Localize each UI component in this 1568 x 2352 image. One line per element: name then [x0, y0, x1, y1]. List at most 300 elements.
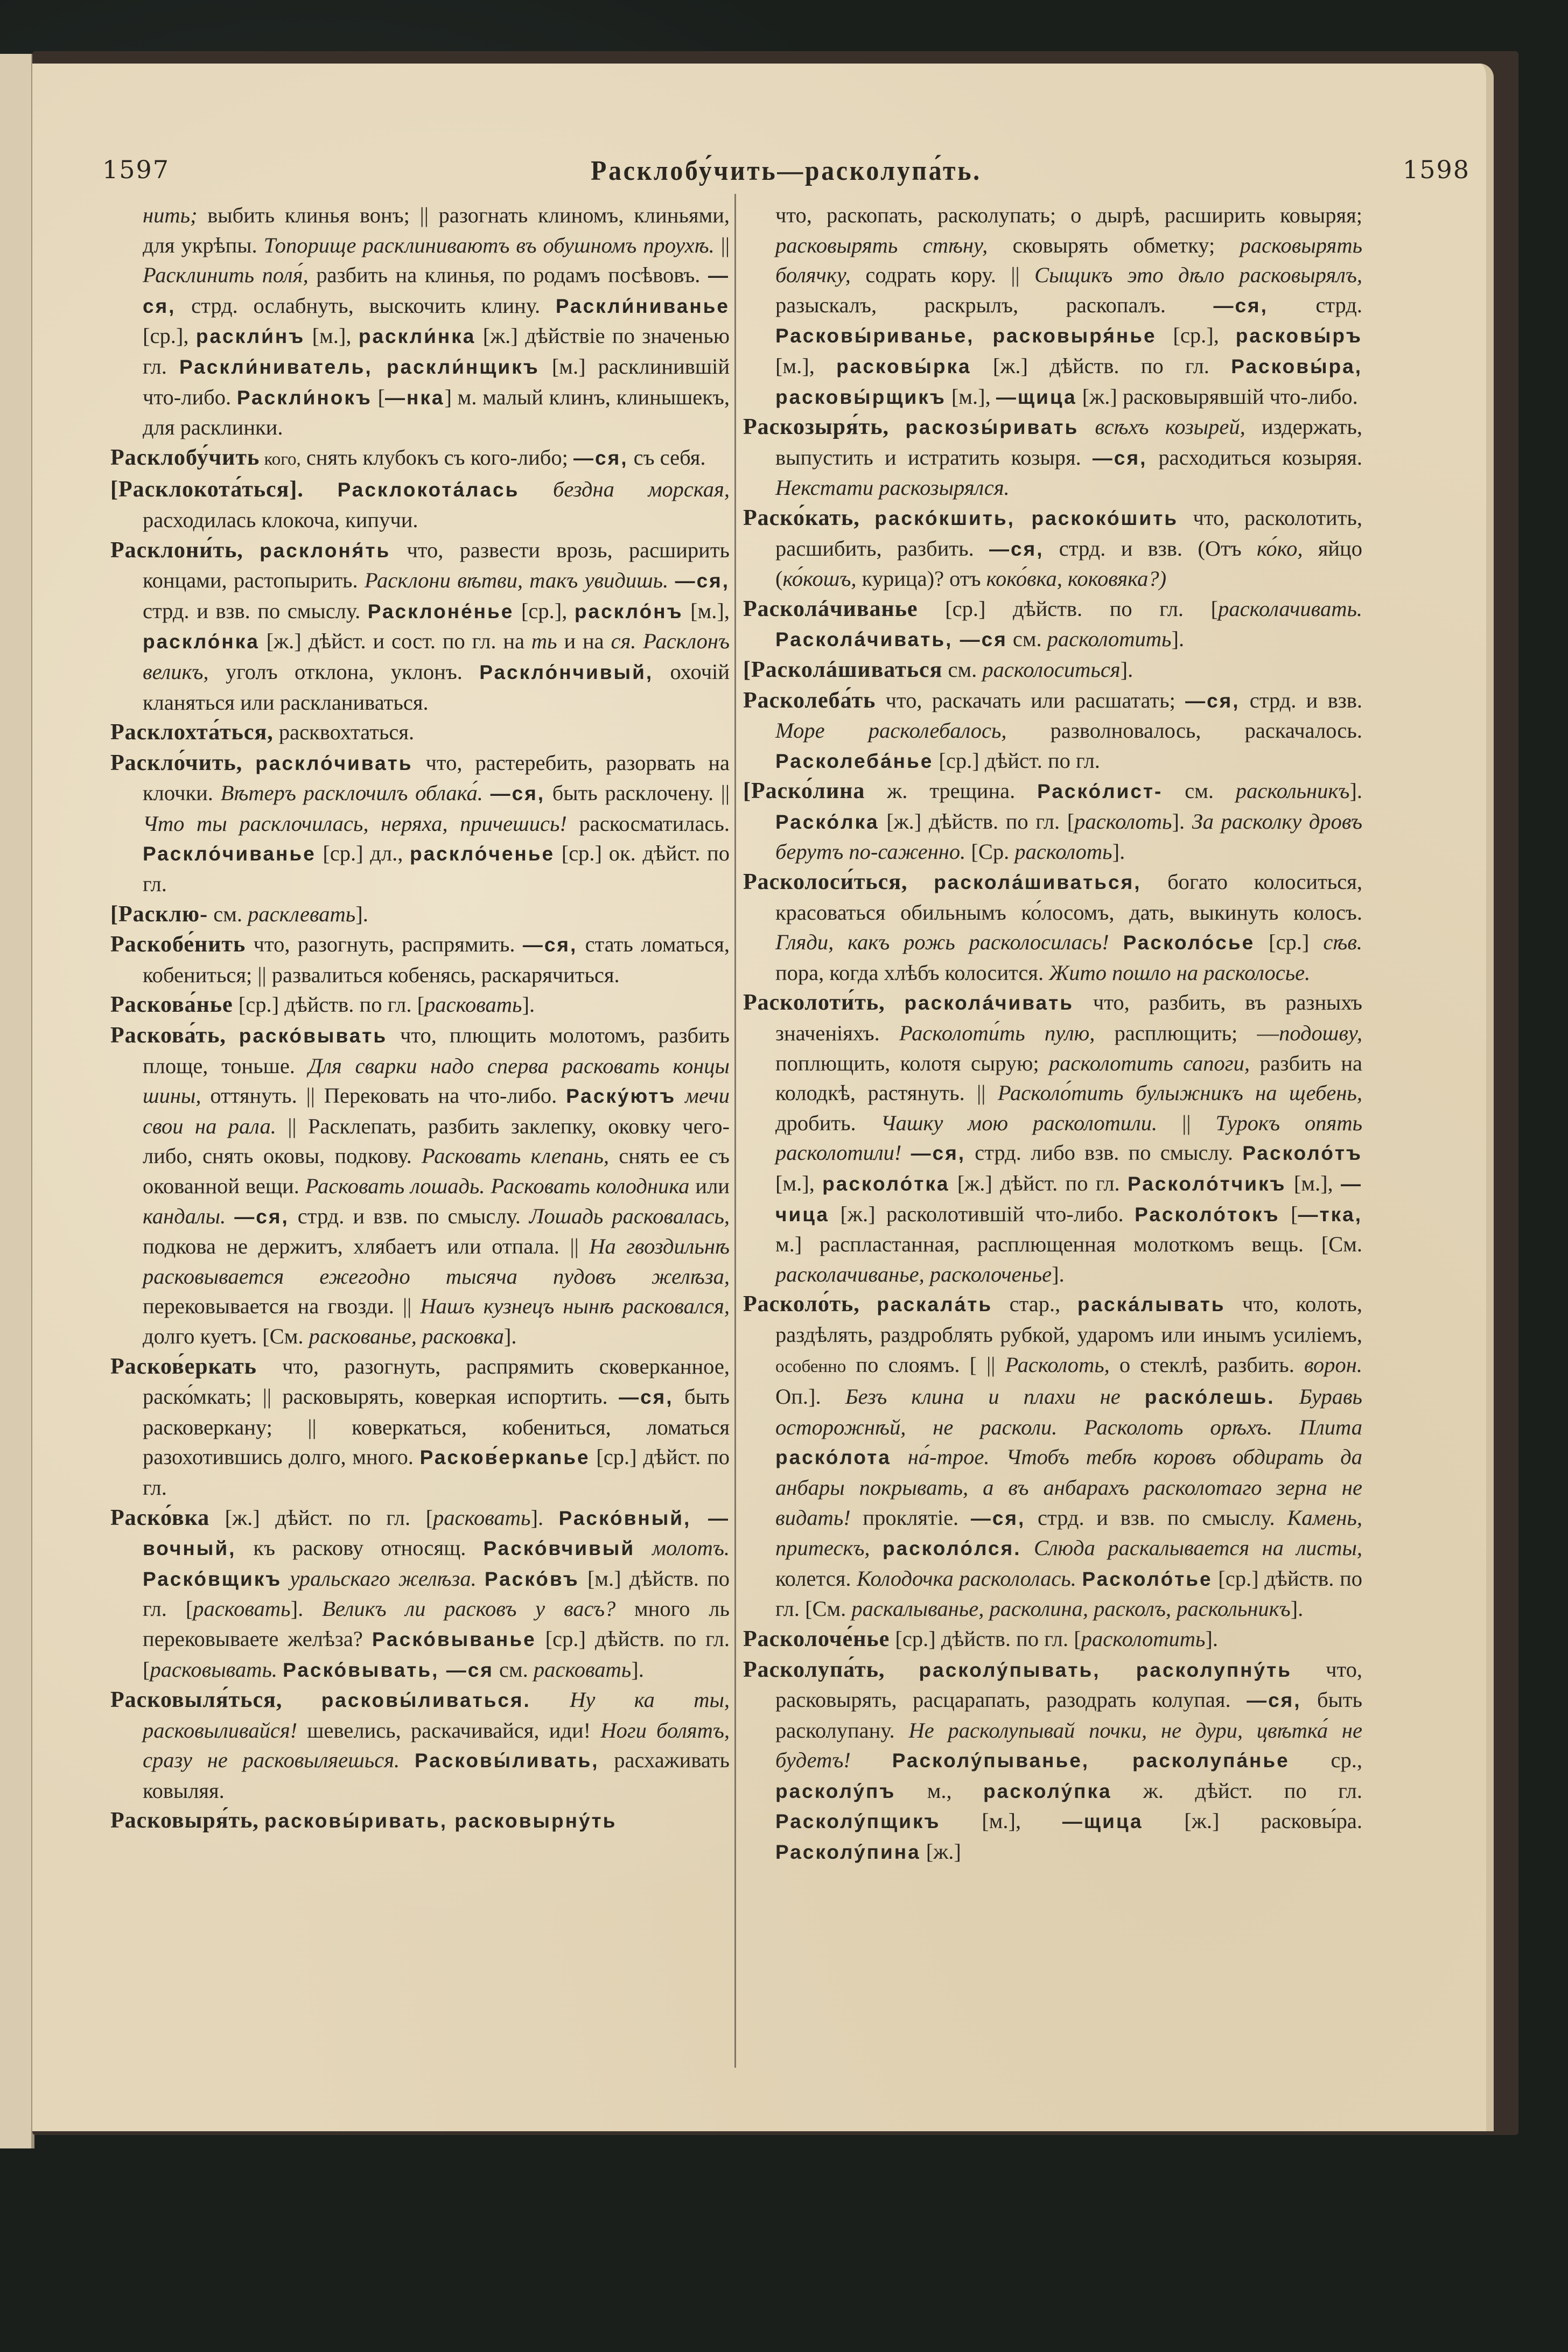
definition-text: содрать кору. ||: [850, 263, 1035, 288]
example-text: Расковать клепань,: [422, 1144, 610, 1168]
entry-headword: Раскова́ть,: [110, 1023, 226, 1048]
derived-form: раскола́шиваться,: [934, 871, 1142, 894]
derived-form: Расклоне́нье: [367, 600, 514, 622]
definition-text: перековывается на гвозди. ||: [143, 1294, 421, 1319]
example-text: Буравь осторожнѣй, не расколи. Расколоть орѣхъ. Плита: [775, 1384, 1362, 1439]
definition-text: стрд. и взв. по смыслу.: [289, 1203, 529, 1228]
definition-text: [277, 1657, 283, 1682]
definition-text: что, колоть, раздѣлять, раздроблять рубкой, ударомъ или инымъ усиліемъ,: [775, 1292, 1362, 1347]
definition-text: что, плющить молотомъ, разбить площе, тоньше.: [143, 1023, 730, 1078]
definition-text: [м.],: [683, 598, 730, 623]
definition-text: [ж.] дѣйст. по гл. [: [209, 1505, 433, 1530]
definition-text: м.,: [895, 1778, 984, 1803]
definition-text: [ср.],: [143, 324, 196, 348]
definition-text: [ж.] дѣйст. по гл.: [949, 1171, 1128, 1195]
dictionary-entry: [743, 1289, 1362, 1624]
example-text: Ну ка ты, расковыливайся!: [143, 1688, 730, 1742]
definition-text: [891, 1445, 908, 1469]
example-text: Расклони вѣтви, такъ увидишь.: [364, 568, 669, 593]
definition-text: стрд. либо взв. по смыслу.: [965, 1140, 1243, 1165]
entry-headword: Расколáчиванье: [743, 596, 918, 621]
definition-text: дробить.: [775, 1110, 881, 1135]
derived-form: Раско́вщикъ: [143, 1567, 282, 1590]
dictionary-entry: [110, 200, 730, 443]
derived-form: раскло́ченье: [410, 843, 555, 865]
definition-text: [519, 477, 553, 501]
derived-form: Раскли́нокъ: [236, 386, 372, 409]
definition-text: [ж.] расковы́ра.: [1143, 1809, 1363, 1833]
entry-headword: Расклобу́чить: [110, 445, 260, 470]
definition-text: [1121, 1384, 1145, 1409]
derived-form: Расколу́пщикъ: [775, 1810, 941, 1833]
example-text: расколачивать.: [1218, 596, 1362, 621]
definition-text: сковырять обметку;: [988, 233, 1240, 257]
definition-text: [676, 1083, 685, 1108]
definition-text: что, раскачать или расшатать;: [876, 688, 1186, 712]
definition-text: [668, 568, 675, 592]
entry-headword: Раскобе́нить: [110, 932, 246, 957]
definition-text: [: [1279, 1201, 1298, 1226]
derived-form: Раскло́чиванье: [143, 843, 316, 865]
example-text: Чашку мою расколотили.: [880, 1110, 1158, 1135]
entry-headword: Расклохта́ться,: [110, 720, 274, 745]
definition-text: [226, 1023, 239, 1047]
definition-text: ж. дѣйст. по гл.: [1111, 1778, 1362, 1803]
example-text: расковать: [533, 1657, 632, 1682]
entry-headword: Расковыля́ться,: [110, 1688, 283, 1713]
derived-form: расколáчивать: [904, 992, 1074, 1014]
definition-text: [: [372, 384, 386, 409]
definition-text: [860, 1292, 877, 1316]
definition-text: съ себя.: [628, 445, 706, 470]
derived-form: —ся,: [522, 934, 578, 956]
derived-form: —ся,: [619, 1386, 674, 1409]
definition-text: по слоямъ. [ ||: [846, 1352, 1005, 1377]
derived-form: Раско́лка: [775, 810, 879, 833]
definition-text: яйцо (: [775, 536, 1362, 591]
derived-form: —ся,: [143, 264, 730, 317]
example-text: расколоситься: [982, 657, 1121, 682]
derived-form: Раскли́ниванье: [555, 295, 730, 317]
derived-form: —ся,: [234, 1205, 289, 1228]
derived-form: —ся,: [573, 446, 628, 469]
definition-text: [901, 1140, 911, 1165]
derived-form: расколу́пка: [983, 1780, 1112, 1802]
derived-form: —ся,: [911, 1142, 966, 1165]
dictionary-entry: [110, 1685, 730, 1805]
definition-text: [304, 477, 338, 501]
definition-text: ||: [714, 233, 730, 257]
definition-text: [ж.] расковырявшій что-либо.: [1076, 384, 1358, 409]
definition-text: [870, 1536, 883, 1560]
definition-text: что, разогнуть, распрямить сковерканное, раско́мкать; || расковырять, коверкая испортить.: [143, 1354, 730, 1409]
example-text: ко́ко,: [1257, 536, 1303, 561]
definition-text: что, разогнуть, распрямить.: [246, 932, 523, 957]
definition-text: что, расколотить, расшибить, разбить.: [775, 505, 1363, 561]
definition-text: или: [689, 1174, 730, 1198]
definition-text: ||: [1157, 1110, 1216, 1135]
definition-text: быть расковеркану; || коверкаться, кобениться, ломаться разохотившись долго, много.: [143, 1384, 730, 1469]
example-text: нить;: [143, 203, 198, 227]
derived-form: расклоня́ть: [260, 539, 391, 562]
definition-text: расхаживать ковыляя.: [143, 1748, 730, 1803]
example-text: Слюда раскалывается на листы,: [1033, 1536, 1363, 1560]
definition-text: снять клубокъ съ кого-либо;: [300, 445, 574, 470]
definition-text: [ср.] дѣйств. по гл. [: [233, 992, 425, 1017]
definition-text: [860, 506, 874, 530]
example-text: расклевать: [248, 901, 356, 926]
derived-form: раско́кшить, раскоко́шить: [874, 507, 1178, 529]
definition-text: стать ломаться, кобениться; || развалиться кобенясь, раскарячиться.: [143, 932, 730, 987]
entry-headword: Расков́еркать: [110, 1354, 257, 1379]
definition-text: снять ее съ окованной вещи.: [143, 1144, 730, 1198]
definition-text: кого,: [260, 449, 301, 469]
dictionary-entry: [743, 503, 1362, 594]
definition-text: поплющить, колотя сырую;: [775, 1051, 1049, 1075]
definition-text: [ср.],: [1156, 323, 1236, 348]
derived-form: —ся,: [1247, 1689, 1301, 1712]
derived-form: Расколо́тье: [1082, 1567, 1213, 1590]
dictionary-entry: [110, 535, 730, 718]
derived-form: расколо́лся.: [882, 1537, 1021, 1560]
definition-text: колется.: [775, 1566, 857, 1591]
example-text: Море расколебалось,: [775, 718, 1007, 743]
definition-text: [ср.] дѣйств. по гл. [: [890, 1626, 1081, 1651]
example-text: Гляди, какъ рожь расколосилась!: [775, 930, 1109, 955]
derived-form: Расков́еркanье: [419, 1446, 590, 1469]
definition-text: стрд. и взв. (Отъ: [1044, 536, 1257, 561]
definition-text: разбить на колодкѣ, растянуть. ||: [775, 1051, 1362, 1105]
dictionary-entry: [110, 443, 730, 475]
right-column: [743, 200, 1362, 1867]
dictionary-entry: [743, 867, 1362, 988]
dictionary-entry: [743, 776, 1362, 867]
example-text: мечи свои на рала.: [143, 1083, 730, 1138]
derived-form: Расковы́ра, расковы́рщикъ: [775, 355, 1363, 408]
derived-form: раска́лывать: [1077, 1293, 1226, 1316]
dictionary-entry: [110, 929, 730, 990]
derived-form: Расколо́токъ: [1135, 1203, 1280, 1226]
example-text: расковать: [424, 992, 522, 1017]
definition-text: расходилась клокоча, кипучи.: [143, 507, 418, 532]
definition-text: см.: [1007, 627, 1047, 652]
definition-text: [635, 1536, 652, 1560]
derived-form: —щица: [996, 386, 1077, 408]
definition-text: [ср.] дѣйств. по гл. [См.: [775, 1566, 1362, 1621]
derived-form: Расколу́пина: [775, 1841, 921, 1864]
entry-headword: [Расколáшиваться: [743, 657, 943, 682]
definition-text: [ср.] дл.,: [316, 841, 410, 866]
example-text: ся.: [611, 629, 636, 654]
definition-text: шевелись, раскачивайся, иди!: [297, 1718, 601, 1742]
derived-form: Раско́въ: [484, 1567, 579, 1590]
definition-text: [1109, 930, 1123, 954]
definition-text: ].: [1171, 627, 1185, 652]
example-text: всѣхъ козырей,: [1095, 415, 1245, 439]
definition-text: расквохтаться.: [273, 720, 415, 745]
example-text: Расколоть,: [1005, 1352, 1110, 1377]
definition-text: [243, 538, 260, 562]
example-text: расковырять болячку,: [775, 233, 1363, 288]
dictionary-entry: [743, 988, 1362, 1289]
dictionary-entry: [743, 655, 1362, 685]
example-text: раскованье, расковка: [309, 1324, 504, 1348]
example-text: Ноги болятъ, сразу не расковыляешься.: [143, 1718, 730, 1773]
definition-text: быть расколупану.: [775, 1688, 1362, 1742]
entry-headword: Раскова́нье: [110, 992, 233, 1018]
derived-form: Раско́вывать, —ся: [283, 1658, 494, 1681]
definition-text: [282, 1566, 290, 1591]
dictionary-entry: [110, 1020, 730, 1352]
derived-form: Раско́лист-: [1037, 780, 1163, 803]
definition-text: [1275, 1384, 1299, 1409]
definition-text: [885, 990, 905, 1014]
definition-text: особенно: [775, 1356, 846, 1376]
derived-form: раскли́нъ: [195, 325, 305, 348]
definition-text: [226, 1204, 234, 1228]
definition-text: и на: [557, 629, 611, 654]
definition-text: [400, 1748, 415, 1772]
definition-text: [1076, 1566, 1082, 1591]
derived-form: —нка: [385, 386, 445, 409]
entry-headword: Расколоси́ться,: [743, 870, 908, 895]
definition-text: [ср.] дѣйств. по гл. [: [143, 1626, 730, 1682]
example-text: На гвоздильнѣ расковывается ежегодно тысяча пудовъ желѣза,: [143, 1234, 730, 1289]
example-text: расколотить: [1081, 1626, 1206, 1651]
derived-form: —ся,: [1092, 446, 1147, 469]
definition-text: къ раскову относящ.: [236, 1536, 484, 1560]
definition-text: [531, 1688, 570, 1712]
running-title: Расклобу́чить—расколупа́ть.: [591, 156, 982, 186]
definition-text: [ср.]: [1255, 930, 1324, 955]
entry-headword: Расклони́ть,: [110, 537, 243, 563]
derived-form: —щица: [1062, 1810, 1143, 1833]
derived-form: —ся,: [675, 570, 730, 592]
dictionary-entry: [743, 200, 1362, 412]
dictionary-entry: [743, 594, 1362, 655]
example-text: Топорище расклиниваютъ въ обушномъ проухѣ.: [263, 233, 715, 257]
example-text: бездна морская,: [552, 477, 730, 502]
dictionary-entry: [110, 1352, 730, 1503]
definition-text: расходиться козыряя.: [1147, 445, 1362, 470]
definition-text: подкова не держитъ, хлябаетъ или отпала. ||: [143, 1234, 590, 1259]
derived-form: раскло́нъ: [574, 600, 683, 622]
definition-text: долго куетъ. [См.: [143, 1324, 309, 1348]
definition-text: ж. трещина.: [865, 779, 1038, 803]
definition-text: [851, 1748, 892, 1772]
derived-form: Расковы́риванье, расковыря́нье: [775, 325, 1157, 347]
entry-headword: [Расклокота́ться].: [110, 477, 304, 502]
example-text: расколотить сапоги,: [1049, 1051, 1250, 1075]
example-text: расковать: [193, 1597, 291, 1621]
derived-form: Расколеба́нье: [775, 750, 934, 772]
definition-text: [ж.] дѣйств. по гл.: [971, 353, 1231, 378]
example-text: кандалы.: [143, 1203, 226, 1228]
page-header: [102, 155, 1470, 187]
derived-form: Раску́ютъ: [566, 1085, 676, 1108]
definition-text: см.: [208, 901, 248, 926]
entry-headword: Расковыря́ть,: [110, 1808, 259, 1833]
derived-form: —чица: [775, 1173, 1363, 1226]
definition-text: [м.],: [775, 353, 837, 378]
definition-text: [908, 870, 934, 894]
dictionary-entry: [110, 748, 730, 899]
definition-text: ].: [1205, 1626, 1219, 1651]
definition-text: || Расклепать, разбить заклепку, оковку чего-либо, снять оковы, подкову.: [143, 1114, 730, 1168]
entry-headword: [Расклю-: [110, 901, 208, 927]
definition-text: см.: [942, 657, 983, 682]
definition-text: [477, 1566, 485, 1591]
example-text: расколоть: [1014, 839, 1112, 864]
definition-text: [282, 1688, 321, 1712]
derived-form: Расколо́сье: [1123, 932, 1255, 954]
example-text: Нашъ кузнецъ нынѣ расковался,: [420, 1294, 730, 1319]
definition-text: [259, 1808, 264, 1832]
example-text: Расклонъ великъ,: [143, 629, 730, 684]
entry-headword: Раско́вка: [110, 1505, 210, 1530]
definition-text: разбить на клинья, по родамъ посѣвовъ.: [308, 263, 708, 288]
example-text: Некстати раскозырялся.: [775, 475, 1010, 500]
definition-text: [ж.] расколотившій что-либо.: [829, 1201, 1135, 1226]
entry-headword: Расколеба́ть: [743, 688, 876, 713]
example-text: Расковать лошадь. Расковать колодника: [305, 1174, 690, 1198]
definition-text: [ж.] дѣйст. и сост. по гл. на: [259, 629, 531, 654]
dictionary-entry: [743, 1624, 1362, 1655]
derived-form: раскло́нка: [143, 631, 260, 653]
example-text: расковывать.: [150, 1657, 277, 1682]
example-text: раскольникъ: [1235, 779, 1350, 803]
definition-text: [483, 781, 491, 805]
entry-headword: Расколо́ть,: [743, 1292, 860, 1317]
derived-form: —ся,: [490, 782, 545, 805]
definition-text: [885, 1657, 919, 1682]
definition-text: много ль перековываете желѣза?: [143, 1597, 730, 1651]
derived-form: Раско́вчивый: [483, 1537, 635, 1560]
definition-text: [ж.] дѣйствіе по значенью гл.: [143, 324, 730, 379]
example-text: расколачиванье, расколоченье: [775, 1262, 1052, 1286]
entry-headword: [Раско́лина: [743, 779, 865, 804]
adjacent-page-edge: [0, 54, 34, 2148]
definition-text: м.] распластанная, расплющенная молоткомъ вещь. [См.: [775, 1232, 1362, 1257]
definition-text: ] м. малый клинъ, клинышекъ, для расклинки.: [143, 384, 730, 440]
dictionary-entry: [743, 1655, 1362, 1867]
definition-text: [м.] расклинившій что-либо.: [143, 354, 730, 409]
definition-text: о стеклѣ, разбить.: [1109, 1352, 1304, 1377]
definition-text: ].: [1120, 657, 1133, 682]
definition-text: [м.],: [305, 324, 359, 348]
definition-text: [м.] дѣйств. по гл. [: [143, 1566, 730, 1621]
derived-form: расколу́пывать, расколупну́ть: [919, 1658, 1292, 1681]
definition-text: расплющить; —: [1095, 1021, 1279, 1046]
definition-text: ].: [290, 1597, 323, 1621]
derived-form: Раскло́нчивый,: [479, 661, 654, 683]
dictionary-entry: [110, 1503, 730, 1685]
example-text: Лошадь расковалась,: [529, 1203, 730, 1228]
derived-form: раскло́чивать: [255, 752, 413, 774]
dictionary-entry: [110, 717, 730, 748]
entry-headword: Раско́кать,: [743, 505, 860, 530]
definition-text: стрд. и взв. по смыслу.: [1025, 1505, 1287, 1530]
definition-text: стрд. и взв. по смыслу.: [143, 598, 368, 623]
definition-text: [1079, 415, 1095, 439]
definition-text: стар.,: [992, 1292, 1077, 1317]
definition-text: стрд. и взв.: [1240, 688, 1362, 712]
definition-text: разыскалъ, раскрылъ, раскопалъ.: [775, 292, 1214, 317]
definition-text: богато колоситься, красоваться обильнымъ ко́лосомъ, дать, выкинуть колосъ.: [775, 870, 1363, 925]
entry-headword: Расколупа́ть,: [743, 1657, 885, 1682]
example-text: Вѣтеръ расклочилъ облака́.: [220, 781, 483, 806]
example-text: расколоть: [1074, 809, 1172, 834]
example-text: Жито пошло на расколосье.: [1049, 960, 1311, 985]
column-divider: [734, 194, 736, 2068]
definition-text: стрд.: [1268, 292, 1362, 317]
definition-text: ].: [1112, 839, 1125, 864]
example-text: подошву,: [1279, 1021, 1363, 1046]
definition-text: ].: [355, 901, 368, 926]
definition-text: [242, 751, 255, 775]
definition-text: ср.,: [1289, 1748, 1362, 1773]
example-text: раскалыванье, расколина, расколъ, раскольникъ: [851, 1597, 1291, 1621]
definition-text: [м.],: [1286, 1171, 1341, 1195]
definition-text: стрд. ослабнуть, выскочить клину.: [176, 293, 556, 318]
definition-text: ].: [631, 1657, 644, 1682]
derived-form: раско́лота: [775, 1446, 891, 1469]
definition-text: ].: [503, 1324, 517, 1348]
example-text: Колодочка раскололась.: [857, 1566, 1076, 1591]
example-text: За расколку дровъ берутъ по-саженно.: [775, 809, 1362, 864]
example-text: расколотить: [1047, 627, 1172, 652]
derived-form: Расклокота́лась: [337, 479, 520, 501]
example-text: коко́вка, коковяка?): [986, 566, 1167, 591]
definition-text: ].: [1290, 1597, 1304, 1621]
definition-text: что, раскопать, расколупать; о дырѣ, расширить ковыряя;: [775, 203, 1362, 227]
entry-headword: Расколоче́нье: [743, 1626, 890, 1651]
derived-form: раско́вывать: [239, 1025, 388, 1047]
example-text: Не расколупывай почки, не дури, цвѣтка́ не будетъ!: [775, 1718, 1362, 1773]
example-text: Великъ ли расковъ у васъ?: [322, 1597, 616, 1621]
example-text: Расколо́тить булыжникъ на щебень,: [997, 1081, 1362, 1105]
example-text: ть: [531, 629, 557, 654]
definition-text: разволновалось, раскачалось.: [1006, 718, 1362, 743]
example-text: сѣв.: [1323, 930, 1363, 955]
definition-text: [ж.] дѣйств. по гл. [: [879, 809, 1075, 834]
derived-form: раско́лешь.: [1144, 1386, 1275, 1409]
definition-text: оттянуть. || Перековать на что-либо.: [201, 1083, 566, 1108]
dictionary-entry: [743, 412, 1362, 503]
definition-text: что, расковырять, расцарапать, разодрать колупая.: [775, 1657, 1362, 1712]
definition-text: [1021, 1536, 1034, 1560]
example-text: Расколоти́ть пулю,: [899, 1021, 1095, 1046]
example-text: расковать: [433, 1505, 531, 1530]
derived-form: —ся,: [1213, 294, 1268, 317]
example-text: Расклинить поля́,: [143, 263, 309, 288]
definition-text: что, развести врозь, расширить концами, растопырить.: [143, 537, 730, 593]
derived-form: расковы́ливаться.: [321, 1689, 531, 1712]
derived-form: раскозы́ривать: [905, 416, 1079, 439]
entry-headword: Раскозыря́ть,: [743, 415, 890, 440]
left-page-number: 1597: [102, 155, 170, 184]
definition-text: ].: [1172, 809, 1192, 834]
definition-text: ].: [530, 1505, 559, 1530]
definition-text: [ср.],: [514, 598, 575, 623]
derived-form: Раскли́ниватель, раскли́нщикъ: [179, 355, 540, 378]
derived-form: —ся,: [1185, 689, 1240, 712]
dictionary-entry: [110, 899, 730, 930]
entry-headword: Расколоти́ть,: [743, 990, 885, 1016]
derived-form: Расколу́пыванье, расколупа́нье: [892, 1749, 1290, 1772]
definition-text: уголъ отклона, уклонъ.: [208, 659, 480, 684]
dictionary-entry: [110, 1805, 730, 1836]
